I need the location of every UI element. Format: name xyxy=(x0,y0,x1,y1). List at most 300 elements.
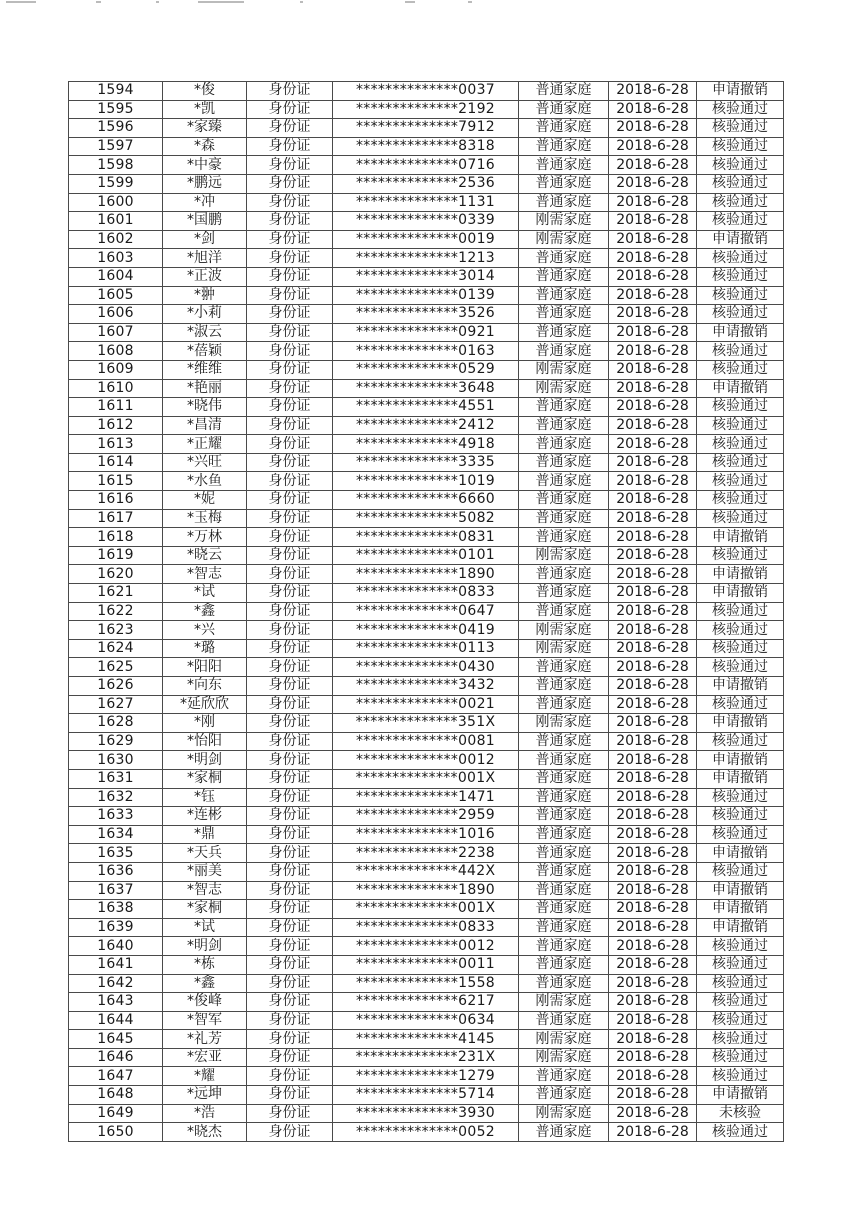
verification-status-cell: 核验通过 xyxy=(697,174,784,193)
verification-status-cell: 核验通过 xyxy=(697,137,784,156)
verification-status-cell: 申请撤销 xyxy=(697,323,784,342)
applicant-name-cell: *翀 xyxy=(163,286,247,305)
household-type-cell: 刚需家庭 xyxy=(519,1048,609,1067)
row-number-cell: 1635 xyxy=(69,844,163,863)
row-number-cell: 1610 xyxy=(69,379,163,398)
applicant-name-cell: *晓云 xyxy=(163,546,247,565)
date-cell: 2018-6-28 xyxy=(609,323,697,342)
applicant-name-cell: *家臻 xyxy=(163,119,247,138)
applicant-name-cell: *中豪 xyxy=(163,156,247,175)
row-number-cell: 1644 xyxy=(69,1011,163,1030)
scan-mark xyxy=(6,1,36,3)
id-number-cell: **************0921 xyxy=(333,323,519,342)
id-type-cell: 身份证 xyxy=(247,491,333,510)
row-number-cell: 1594 xyxy=(69,82,163,101)
table-row xyxy=(69,1011,784,1030)
scan-mark xyxy=(96,1,101,3)
id-number-cell: **************2238 xyxy=(333,844,519,863)
household-type-cell: 普通家庭 xyxy=(519,491,609,510)
id-type-cell: 身份证 xyxy=(247,1030,333,1049)
applicant-name-cell: *宏亚 xyxy=(163,1048,247,1067)
id-number-cell: **************1890 xyxy=(333,881,519,900)
row-number-cell: 1622 xyxy=(69,602,163,621)
row-number-cell: 1606 xyxy=(69,305,163,324)
table-row xyxy=(69,174,784,193)
verification-status-cell: 申请撤销 xyxy=(697,900,784,919)
id-number-cell: **************0101 xyxy=(333,546,519,565)
applicant-name-cell: *试 xyxy=(163,918,247,937)
id-number-cell: **************7912 xyxy=(333,119,519,138)
id-type-cell: 身份证 xyxy=(247,472,333,491)
applicant-name-cell: *凯 xyxy=(163,100,247,119)
row-number-cell: 1637 xyxy=(69,881,163,900)
id-number-cell: **************0019 xyxy=(333,230,519,249)
date-cell: 2018-6-28 xyxy=(609,416,697,435)
household-type-cell: 普通家庭 xyxy=(519,602,609,621)
id-number-cell: **************3648 xyxy=(333,379,519,398)
table-row xyxy=(69,416,784,435)
verification-status-cell: 核验通过 xyxy=(697,1048,784,1067)
table-row xyxy=(69,1123,784,1142)
date-cell: 2018-6-28 xyxy=(609,769,697,788)
id-type-cell: 身份证 xyxy=(247,937,333,956)
id-type-cell: 身份证 xyxy=(247,193,333,212)
verification-status-cell: 未核验 xyxy=(697,1104,784,1123)
table-row xyxy=(69,305,784,324)
date-cell: 2018-6-28 xyxy=(609,937,697,956)
table-row xyxy=(69,119,784,138)
id-number-cell: **************0021 xyxy=(333,695,519,714)
id-number-cell: **************3526 xyxy=(333,305,519,324)
applicant-name-cell: *智军 xyxy=(163,1011,247,1030)
verification-status-cell: 申请撤销 xyxy=(697,1086,784,1105)
id-number-cell: **************5082 xyxy=(333,509,519,528)
id-type-cell: 身份证 xyxy=(247,435,333,454)
row-number-cell: 1613 xyxy=(69,435,163,454)
table-row xyxy=(69,825,784,844)
id-type-cell: 身份证 xyxy=(247,360,333,379)
household-type-cell: 刚需家庭 xyxy=(519,1104,609,1123)
id-type-cell: 身份证 xyxy=(247,156,333,175)
date-cell: 2018-6-28 xyxy=(609,584,697,603)
verification-status-cell: 申请撤销 xyxy=(697,769,784,788)
table-row xyxy=(69,844,784,863)
verification-status-cell: 申请撤销 xyxy=(697,528,784,547)
date-cell: 2018-6-28 xyxy=(609,249,697,268)
table-row xyxy=(69,751,784,770)
verification-status-cell: 核验通过 xyxy=(697,509,784,528)
date-cell: 2018-6-28 xyxy=(609,193,697,212)
household-type-cell: 普通家庭 xyxy=(519,286,609,305)
row-number-cell: 1634 xyxy=(69,825,163,844)
table-row xyxy=(69,1086,784,1105)
verification-status-cell: 核验通过 xyxy=(697,546,784,565)
table-row xyxy=(69,955,784,974)
household-type-cell: 普通家庭 xyxy=(519,584,609,603)
applicant-name-cell: *鑫 xyxy=(163,974,247,993)
verification-status-cell: 核验通过 xyxy=(697,453,784,472)
applicant-name-cell: *耀 xyxy=(163,1067,247,1086)
household-type-cell: 普通家庭 xyxy=(519,918,609,937)
verification-status-cell: 核验通过 xyxy=(697,1067,784,1086)
row-number-cell: 1632 xyxy=(69,788,163,807)
household-type-cell: 刚需家庭 xyxy=(519,212,609,231)
id-type-cell: 身份证 xyxy=(247,1123,333,1142)
verification-status-cell: 申请撤销 xyxy=(697,751,784,770)
row-number-cell: 1612 xyxy=(69,416,163,435)
applicant-name-cell: *刚 xyxy=(163,714,247,733)
applicant-name-cell: *蓓颖 xyxy=(163,342,247,361)
row-number-cell: 1597 xyxy=(69,137,163,156)
id-type-cell: 身份证 xyxy=(247,416,333,435)
row-number-cell: 1639 xyxy=(69,918,163,937)
id-type-cell: 身份证 xyxy=(247,862,333,881)
applicant-name-cell: *玉梅 xyxy=(163,509,247,528)
verification-status-cell: 核验通过 xyxy=(697,658,784,677)
verification-status-cell: 核验通过 xyxy=(697,305,784,324)
applicant-name-cell: *浩 xyxy=(163,1104,247,1123)
id-number-cell: **************1213 xyxy=(333,249,519,268)
id-type-cell: 身份证 xyxy=(247,807,333,826)
table-row xyxy=(69,1067,784,1086)
id-type-cell: 身份证 xyxy=(247,900,333,919)
household-type-cell: 普通家庭 xyxy=(519,974,609,993)
applicant-name-cell: *旭洋 xyxy=(163,249,247,268)
table-row xyxy=(69,342,784,361)
row-number-cell: 1616 xyxy=(69,491,163,510)
table-row xyxy=(69,565,784,584)
date-cell: 2018-6-28 xyxy=(609,230,697,249)
household-type-cell: 普通家庭 xyxy=(519,305,609,324)
date-cell: 2018-6-28 xyxy=(609,342,697,361)
verification-status-cell: 核验通过 xyxy=(697,267,784,286)
date-cell: 2018-6-28 xyxy=(609,955,697,974)
row-number-cell: 1643 xyxy=(69,993,163,1012)
id-number-cell: **************231X xyxy=(333,1048,519,1067)
applicant-name-cell: *天兵 xyxy=(163,844,247,863)
table-row xyxy=(69,193,784,212)
row-number-cell: 1624 xyxy=(69,639,163,658)
applicant-name-cell: *钰 xyxy=(163,788,247,807)
household-type-cell: 普通家庭 xyxy=(519,509,609,528)
id-type-cell: 身份证 xyxy=(247,528,333,547)
id-number-cell: **************0339 xyxy=(333,212,519,231)
table-row xyxy=(69,769,784,788)
id-type-cell: 身份证 xyxy=(247,174,333,193)
date-cell: 2018-6-28 xyxy=(609,82,697,101)
household-type-cell: 普通家庭 xyxy=(519,955,609,974)
row-number-cell: 1609 xyxy=(69,360,163,379)
table-row xyxy=(69,602,784,621)
applicant-name-cell: *璐 xyxy=(163,639,247,658)
household-type-cell: 刚需家庭 xyxy=(519,993,609,1012)
date-cell: 2018-6-28 xyxy=(609,137,697,156)
date-cell: 2018-6-28 xyxy=(609,695,697,714)
applicant-name-cell: *远坤 xyxy=(163,1086,247,1105)
applicant-name-cell: *鑫 xyxy=(163,602,247,621)
applicant-name-cell: *艳丽 xyxy=(163,379,247,398)
applicant-name-cell: *鼎 xyxy=(163,825,247,844)
date-cell: 2018-6-28 xyxy=(609,639,697,658)
date-cell: 2018-6-28 xyxy=(609,1104,697,1123)
row-number-cell: 1627 xyxy=(69,695,163,714)
verification-status-cell: 核验通过 xyxy=(697,974,784,993)
applicant-name-cell: *鹏远 xyxy=(163,174,247,193)
household-type-cell: 普通家庭 xyxy=(519,769,609,788)
verification-status-cell: 申请撤销 xyxy=(697,881,784,900)
id-number-cell: **************0833 xyxy=(333,918,519,937)
verification-status-cell: 核验通过 xyxy=(697,212,784,231)
verification-status-cell: 核验通过 xyxy=(697,695,784,714)
date-cell: 2018-6-28 xyxy=(609,658,697,677)
table-row xyxy=(69,788,784,807)
id-type-cell: 身份证 xyxy=(247,212,333,231)
scan-mark xyxy=(300,1,303,3)
table-row xyxy=(69,993,784,1012)
date-cell: 2018-6-28 xyxy=(609,119,697,138)
row-number-cell: 1649 xyxy=(69,1104,163,1123)
id-number-cell: **************1016 xyxy=(333,825,519,844)
table-row xyxy=(69,398,784,417)
household-type-cell: 普通家庭 xyxy=(519,156,609,175)
applicant-name-cell: *明剑 xyxy=(163,751,247,770)
verification-status-cell: 核验通过 xyxy=(697,807,784,826)
verification-status-cell: 申请撤销 xyxy=(697,918,784,937)
id-type-cell: 身份证 xyxy=(247,100,333,119)
household-type-cell: 普通家庭 xyxy=(519,249,609,268)
table-row xyxy=(69,379,784,398)
id-number-cell: **************0081 xyxy=(333,732,519,751)
table-row xyxy=(69,156,784,175)
row-number-cell: 1615 xyxy=(69,472,163,491)
date-cell: 2018-6-28 xyxy=(609,212,697,231)
id-type-cell: 身份证 xyxy=(247,82,333,101)
id-number-cell: **************2192 xyxy=(333,100,519,119)
table-row xyxy=(69,658,784,677)
table-row xyxy=(69,491,784,510)
id-type-cell: 身份证 xyxy=(247,509,333,528)
id-type-cell: 身份证 xyxy=(247,249,333,268)
id-number-cell: **************0647 xyxy=(333,602,519,621)
id-number-cell: **************1019 xyxy=(333,472,519,491)
verification-status-cell: 申请撤销 xyxy=(697,82,784,101)
date-cell: 2018-6-28 xyxy=(609,1123,697,1142)
date-cell: 2018-6-28 xyxy=(609,1067,697,1086)
id-number-cell: **************2536 xyxy=(333,174,519,193)
row-number-cell: 1602 xyxy=(69,230,163,249)
date-cell: 2018-6-28 xyxy=(609,751,697,770)
applicant-name-cell: *栋 xyxy=(163,955,247,974)
id-number-cell: **************0113 xyxy=(333,639,519,658)
verification-status-cell: 申请撤销 xyxy=(697,584,784,603)
verification-status-cell: 核验通过 xyxy=(697,360,784,379)
applicant-name-cell: *智志 xyxy=(163,565,247,584)
verification-status-cell: 核验通过 xyxy=(697,862,784,881)
date-cell: 2018-6-28 xyxy=(609,100,697,119)
date-cell: 2018-6-28 xyxy=(609,900,697,919)
table-row xyxy=(69,528,784,547)
applicant-name-cell: *兴 xyxy=(163,621,247,640)
row-number-cell: 1601 xyxy=(69,212,163,231)
applicant-name-cell: *森 xyxy=(163,137,247,156)
date-cell: 2018-6-28 xyxy=(609,993,697,1012)
household-type-cell: 普通家庭 xyxy=(519,1067,609,1086)
id-type-cell: 身份证 xyxy=(247,788,333,807)
id-number-cell: **************0163 xyxy=(333,342,519,361)
applicant-name-cell: *正波 xyxy=(163,267,247,286)
id-number-cell: **************0831 xyxy=(333,528,519,547)
id-type-cell: 身份证 xyxy=(247,1104,333,1123)
id-number-cell: **************0419 xyxy=(333,621,519,640)
id-type-cell: 身份证 xyxy=(247,398,333,417)
date-cell: 2018-6-28 xyxy=(609,732,697,751)
household-type-cell: 普通家庭 xyxy=(519,677,609,696)
id-type-cell: 身份证 xyxy=(247,137,333,156)
date-cell: 2018-6-28 xyxy=(609,453,697,472)
applicant-name-cell: *兴旺 xyxy=(163,453,247,472)
id-number-cell: **************2959 xyxy=(333,807,519,826)
household-type-cell: 刚需家庭 xyxy=(519,714,609,733)
household-type-cell: 普通家庭 xyxy=(519,398,609,417)
date-cell: 2018-6-28 xyxy=(609,305,697,324)
id-number-cell: **************3930 xyxy=(333,1104,519,1123)
applicant-name-cell: *连彬 xyxy=(163,807,247,826)
row-number-cell: 1604 xyxy=(69,267,163,286)
id-type-cell: 身份证 xyxy=(247,1011,333,1030)
verification-status-cell: 核验通过 xyxy=(697,286,784,305)
records-body xyxy=(69,82,784,1142)
verification-status-cell: 核验通过 xyxy=(697,491,784,510)
row-number-cell: 1642 xyxy=(69,974,163,993)
table-row xyxy=(69,212,784,231)
scan-mark xyxy=(156,1,159,3)
id-type-cell: 身份证 xyxy=(247,342,333,361)
table-row xyxy=(69,472,784,491)
table-row xyxy=(69,732,784,751)
id-number-cell: **************4551 xyxy=(333,398,519,417)
applicant-name-cell: *阳阳 xyxy=(163,658,247,677)
id-number-cell: **************0011 xyxy=(333,955,519,974)
verification-status-cell: 核验通过 xyxy=(697,1030,784,1049)
id-number-cell: **************0833 xyxy=(333,584,519,603)
id-number-cell: **************1279 xyxy=(333,1067,519,1086)
table-row xyxy=(69,807,784,826)
id-type-cell: 身份证 xyxy=(247,1086,333,1105)
date-cell: 2018-6-28 xyxy=(609,1030,697,1049)
table-row xyxy=(69,918,784,937)
household-type-cell: 普通家庭 xyxy=(519,565,609,584)
verification-status-cell: 申请撤销 xyxy=(697,379,784,398)
table-row xyxy=(69,881,784,900)
date-cell: 2018-6-28 xyxy=(609,862,697,881)
household-type-cell: 普通家庭 xyxy=(519,825,609,844)
id-number-cell: **************0529 xyxy=(333,360,519,379)
scan-mark xyxy=(198,1,244,3)
verification-status-cell: 核验通过 xyxy=(697,993,784,1012)
row-number-cell: 1607 xyxy=(69,323,163,342)
applicant-name-cell: *剑 xyxy=(163,230,247,249)
verification-status-cell: 核验通过 xyxy=(697,1011,784,1030)
table-row xyxy=(69,100,784,119)
household-type-cell: 普通家庭 xyxy=(519,174,609,193)
household-type-cell: 普通家庭 xyxy=(519,267,609,286)
household-type-cell: 刚需家庭 xyxy=(519,639,609,658)
date-cell: 2018-6-28 xyxy=(609,360,697,379)
date-cell: 2018-6-28 xyxy=(609,788,697,807)
row-number-cell: 1596 xyxy=(69,119,163,138)
date-cell: 2018-6-28 xyxy=(609,714,697,733)
row-number-cell: 1625 xyxy=(69,658,163,677)
verification-status-cell: 核验通过 xyxy=(697,621,784,640)
date-cell: 2018-6-28 xyxy=(609,472,697,491)
date-cell: 2018-6-28 xyxy=(609,844,697,863)
id-type-cell: 身份证 xyxy=(247,974,333,993)
date-cell: 2018-6-28 xyxy=(609,1048,697,1067)
table-row xyxy=(69,323,784,342)
id-number-cell: **************0430 xyxy=(333,658,519,677)
household-type-cell: 普通家庭 xyxy=(519,695,609,714)
table-row xyxy=(69,230,784,249)
verification-status-cell: 申请撤销 xyxy=(697,230,784,249)
row-number-cell: 1636 xyxy=(69,862,163,881)
table-row xyxy=(69,695,784,714)
household-type-cell: 普通家庭 xyxy=(519,472,609,491)
table-row xyxy=(69,900,784,919)
date-cell: 2018-6-28 xyxy=(609,398,697,417)
id-type-cell: 身份证 xyxy=(247,621,333,640)
verification-status-cell: 核验通过 xyxy=(697,342,784,361)
row-number-cell: 1595 xyxy=(69,100,163,119)
household-type-cell: 普通家庭 xyxy=(519,844,609,863)
household-type-cell: 普通家庭 xyxy=(519,788,609,807)
applicant-name-cell: *水鱼 xyxy=(163,472,247,491)
table-row xyxy=(69,453,784,472)
table-row xyxy=(69,249,784,268)
id-type-cell: 身份证 xyxy=(247,379,333,398)
applicant-name-cell: *延欣欣 xyxy=(163,695,247,714)
row-number-cell: 1599 xyxy=(69,174,163,193)
applicant-name-cell: *明剑 xyxy=(163,937,247,956)
id-number-cell: **************3014 xyxy=(333,267,519,286)
row-number-cell: 1638 xyxy=(69,900,163,919)
id-type-cell: 身份证 xyxy=(247,881,333,900)
applicant-name-cell: *怡阳 xyxy=(163,732,247,751)
household-type-cell: 普通家庭 xyxy=(519,453,609,472)
id-type-cell: 身份证 xyxy=(247,453,333,472)
records-table xyxy=(68,81,784,1142)
row-number-cell: 1605 xyxy=(69,286,163,305)
table-row xyxy=(69,1048,784,1067)
table-row xyxy=(69,714,784,733)
applicant-name-cell: *小莉 xyxy=(163,305,247,324)
household-type-cell: 普通家庭 xyxy=(519,1086,609,1105)
id-number-cell: **************0012 xyxy=(333,937,519,956)
table-row xyxy=(69,621,784,640)
id-number-cell: **************0139 xyxy=(333,286,519,305)
applicant-name-cell: *向东 xyxy=(163,677,247,696)
row-number-cell: 1623 xyxy=(69,621,163,640)
table-row xyxy=(69,546,784,565)
applicant-name-cell: *家桐 xyxy=(163,769,247,788)
table-row xyxy=(69,435,784,454)
table-row xyxy=(69,360,784,379)
applicant-name-cell: *冲 xyxy=(163,193,247,212)
id-number-cell: **************351X xyxy=(333,714,519,733)
row-number-cell: 1629 xyxy=(69,732,163,751)
household-type-cell: 普通家庭 xyxy=(519,323,609,342)
id-type-cell: 身份证 xyxy=(247,844,333,863)
household-type-cell: 普通家庭 xyxy=(519,528,609,547)
